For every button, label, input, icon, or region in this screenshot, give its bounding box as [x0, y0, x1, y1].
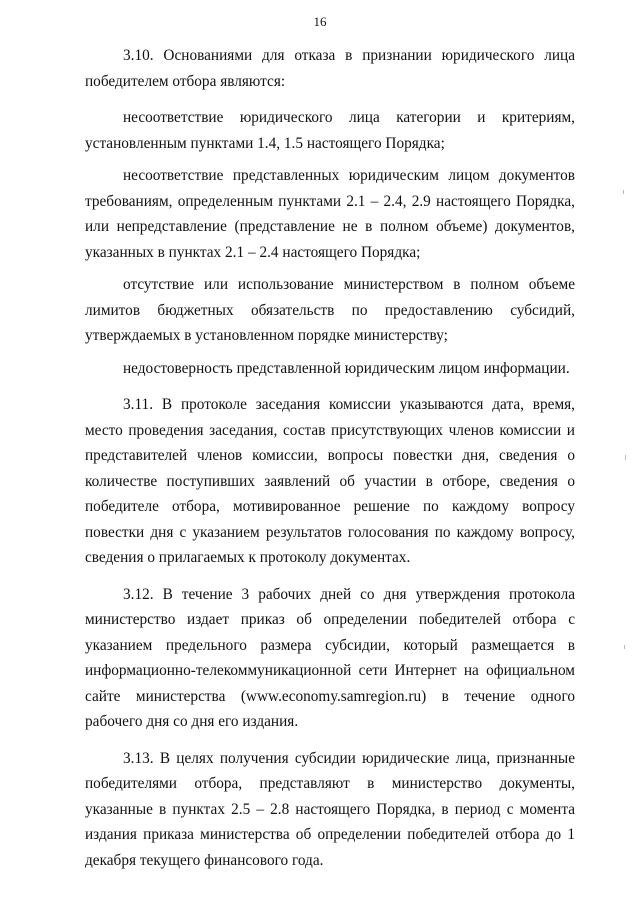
document-body: [85, 43, 575, 884]
paragraph-3-10: 3.10. Основаниями для отказа в признании юридического лица победителем отбора являются:: [85, 47, 575, 90]
paragraph-3-11: 3.11. В протоколе заседания комиссии указываются дата, время, место проведения заседания, состав присутствующих членов комиссии и представителей членов комиссии, вопросы повестки дня, сведения о количестве поступивших заявлений об участии в отборе, сведения о победителе отбора, мотивированное решение по каждому вопросу повестки дня с указанием результатов голосования по каждому вопросу, сведения о прилагаемых к протоколу документах.: [85, 396, 575, 566]
scan-mark: [623, 190, 624, 194]
paragraph-3-12: 3.12. В течение 3 рабочих дней со дня утверждения протокола министерство издает приказ об определении победителей отбора с указанием предельного размера субсидии, который размещается в информационно-телекоммуникационной сети Интернет на официальном сайте министерства (www.economy.samregion.ru) в течение одного рабочего дня со дня его издания.: [85, 585, 575, 730]
paragraph-reason-limits: отсутствие или использование министерством в полном объеме лимитов бюджетных обязательств по предоставлению субсидий, утверждаемых в установленном порядке министерству;: [85, 276, 575, 344]
scan-mark: [624, 645, 625, 649]
paragraph-reason-inaccuracy: недостоверность представленной юридическим лицом информации.: [123, 359, 570, 377]
paragraph-3-13: 3.13. В целях получения субсидии юридические лица, признанные победителями отбора, представляют в министерство документы, указанные в пунктах 2.5 – 2.8 настоящего Порядка, в период с момента издания приказа министерства об определении победителей отбора до 1 декабря текущего финансового года.: [85, 749, 575, 869]
scan-mark: [625, 455, 626, 460]
page-number: 16: [313, 14, 327, 29]
paragraph-reason-criteria: несоответствие юридического лица категории и критериям, установленным пунктами 1.4, 1.5 настоящего Порядка;: [85, 109, 575, 152]
paragraph-reason-documents: несоответствие представленных юридическим лицом документов требованиям, определенным пунктами 2.1 – 2.4, 2.9 настоящего Порядка, или непредставление (представление не в полном объеме) документов, указанных в пунктах 2.1 – 2.4 настоящего Порядка;: [85, 167, 575, 261]
